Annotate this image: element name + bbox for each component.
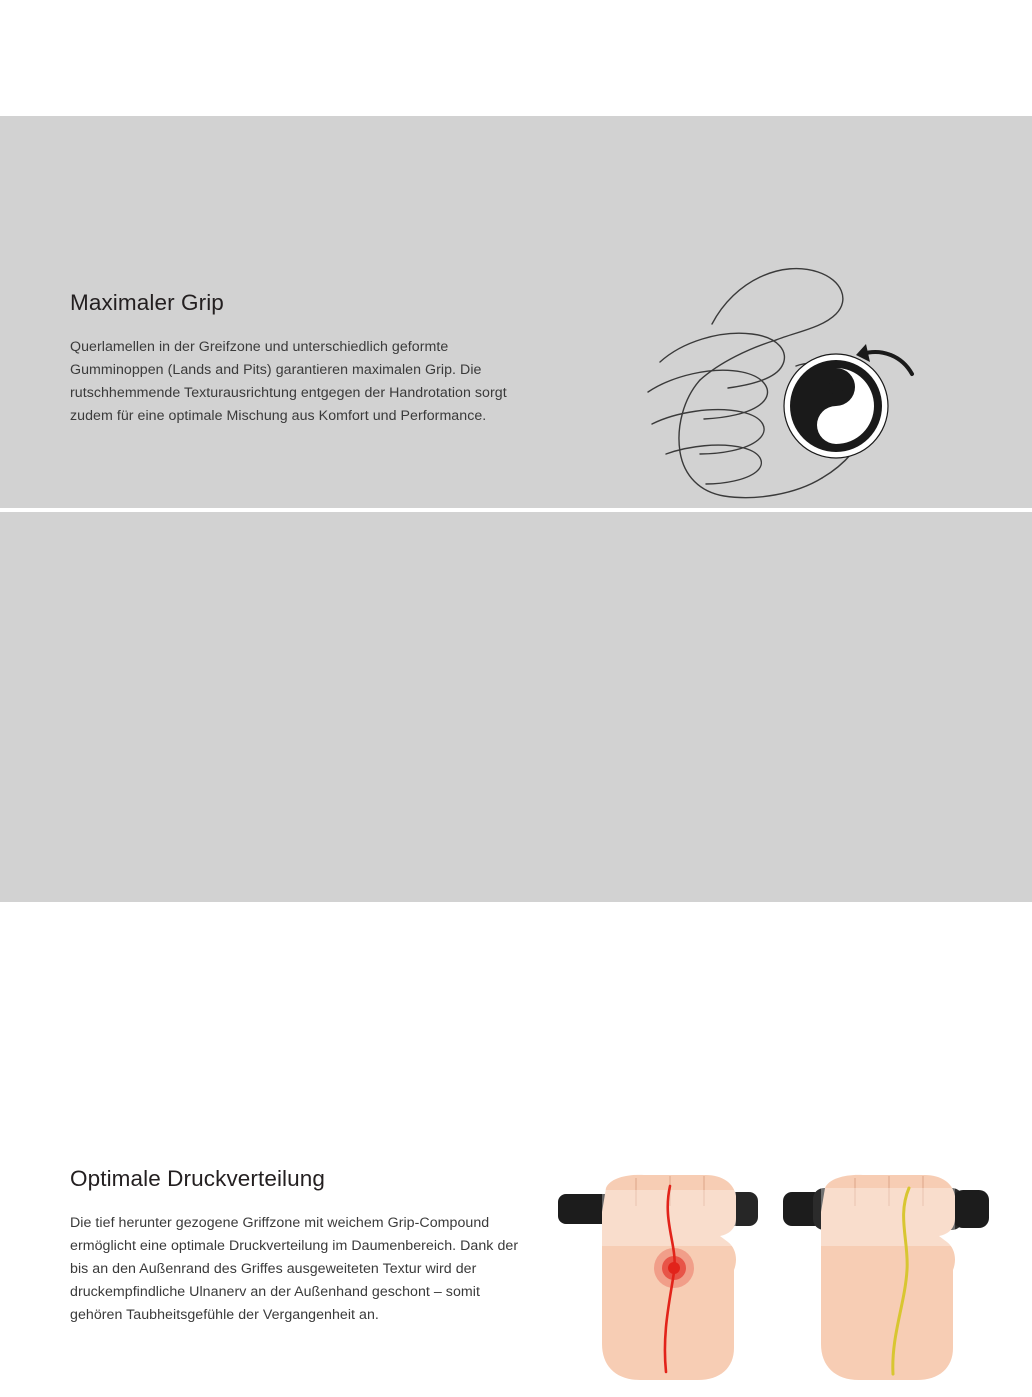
- pressure-distribution-illustration: [548, 1172, 998, 1392]
- body-text-optimale-druckverteilung: Die tief herunter gezogene Griffzone mit weichem Grip-Compound ermöglicht eine optimale Druckverteilung im Daumenbereich. Dank der bis an den Außenrand des Griffes ausgeweiteten Textur wird der druckempfindliche Ulnanerv an der Außenhand geschont – somit gehören Taubheitsgefühle der Vergangenheit an.: [70, 1214, 519, 1323]
- section-optimale-druckverteilung: [0, 512, 1032, 1323]
- fist-with-pressure-point: [558, 1172, 773, 1392]
- page-title-optimale-druckverteilung: Optimale Druckverteilung: [70, 1166, 325, 1191]
- page-title-maximaler-grip: Maximaler Grip: [70, 290, 224, 315]
- hand-right: [821, 1175, 955, 1380]
- hand-rotating-grip-illustration: [600, 256, 960, 501]
- grip-text-block: [70, 291, 530, 428]
- body-text-maximaler-grip: Querlamellen in der Greifzone und unterschiedlich geformte Gumminoppen (Lands and Pits) garantieren maximalen Grip. Die rutschhemmende Texturausrichtung entgegen der Handrotation sorgt zudem für eine optimale Mischung aus Komfort und Performance.: [70, 338, 507, 424]
- fist-left-svg: [558, 1172, 773, 1392]
- section-maximaler-grip: [0, 116, 1032, 508]
- fist-with-nerve-line: [783, 1172, 998, 1392]
- grip-end-cap: [784, 354, 888, 458]
- hand-grip-svg: [600, 256, 960, 501]
- pressure-text-block: [70, 1167, 530, 1327]
- fist-right-svg: [783, 1172, 998, 1392]
